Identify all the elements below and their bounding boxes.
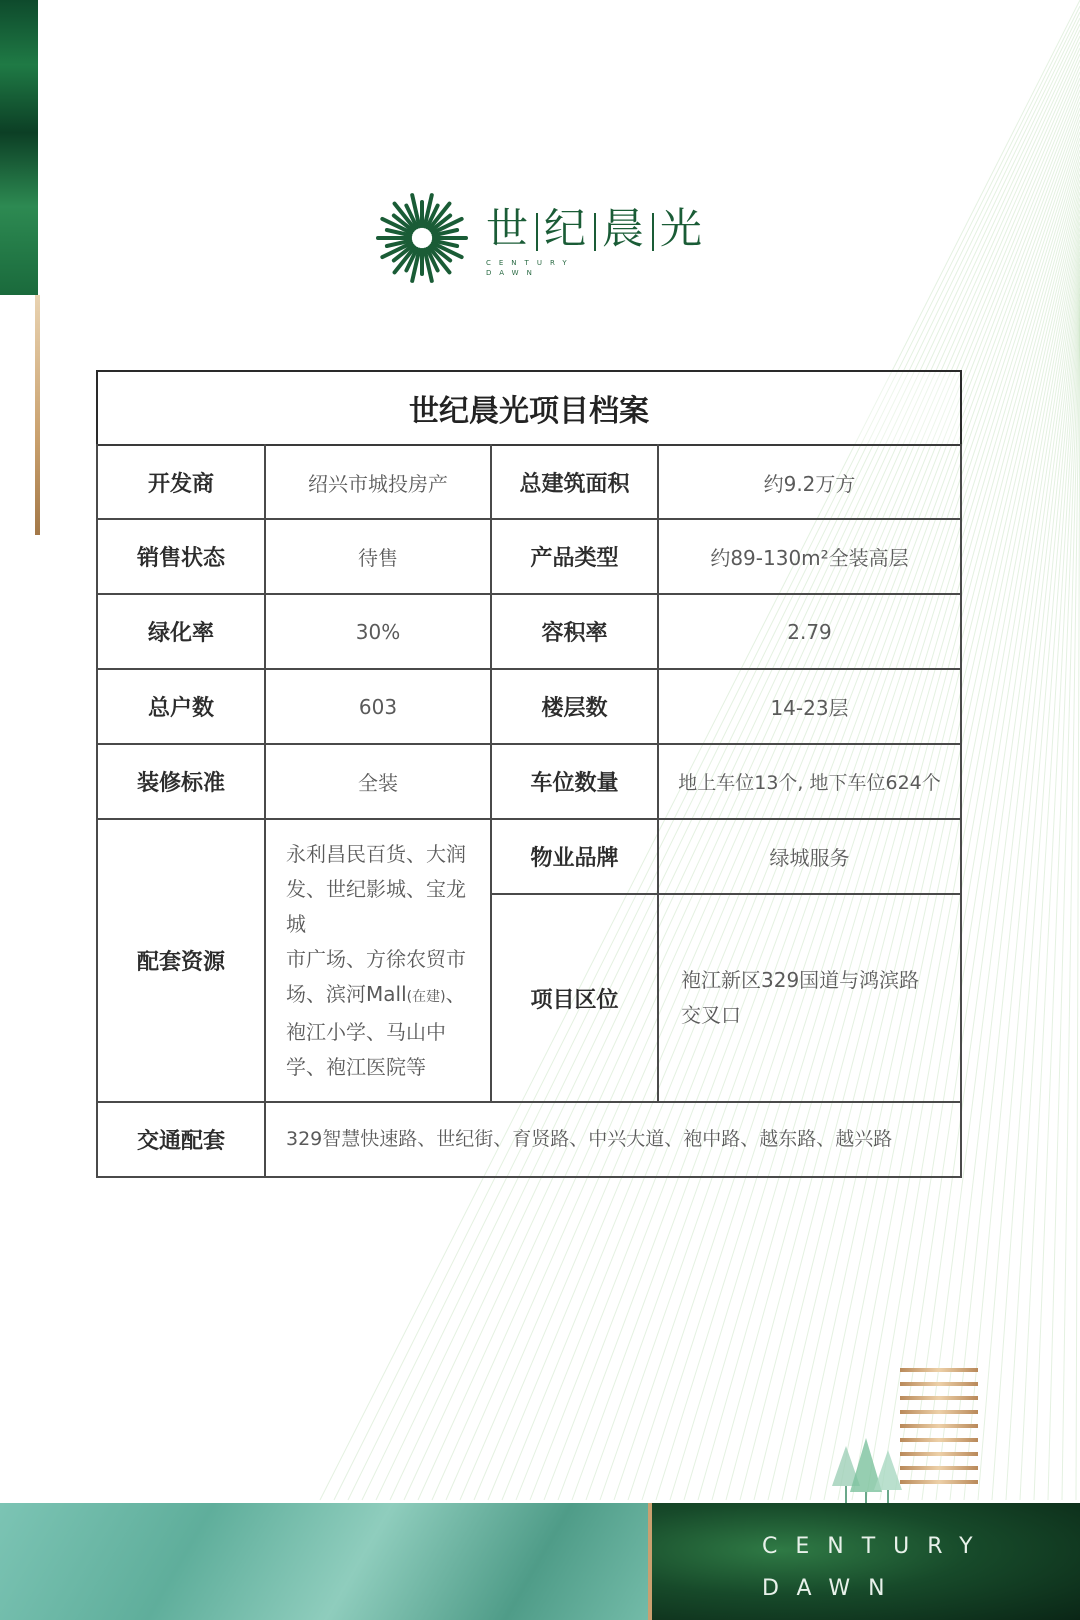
banner-line2: DAWN (762, 1576, 903, 1601)
label-decoration: 装修标准 (136, 771, 225, 796)
value-product-type: 约89-130m²全装高层 (710, 546, 909, 570)
location-line: 袍江新区329国道与鸿滨路 (681, 968, 920, 992)
facilities-line (286, 977, 476, 1015)
facilities-line: 发、世纪影城、宝龙城 (286, 876, 466, 936)
facilities-line: 袍江小学、马山中 (286, 1019, 446, 1044)
label-total-area: 总建筑面积 (519, 471, 630, 497)
label-traffic: 交通配套 (136, 1129, 225, 1154)
value-location (659, 895, 960, 1101)
banner-text (762, 1526, 1062, 1610)
sunburst-icon (376, 192, 468, 284)
teal-brush-banner (0, 1503, 648, 1620)
label-green-ratio: 绿化率 (147, 621, 214, 646)
brand-char-4: 光 (660, 204, 705, 253)
brand-name-en (486, 258, 606, 278)
trees-icon (826, 1436, 916, 1506)
value-developer: 绍兴市城投房产 (308, 471, 448, 496)
brand-char-3: 晨 (602, 204, 647, 253)
value-total-area: 约9.2万方 (763, 471, 856, 496)
facilities-note-suffix: 、 (445, 981, 466, 1006)
value-sales-status: 待售 (358, 546, 398, 570)
label-facilities: 配套资源 (136, 950, 225, 975)
value-facilities (266, 820, 490, 1101)
value-decoration: 全装 (358, 771, 398, 795)
sheet-title: 世纪晨光项目档案 (96, 370, 962, 446)
brand-en-line2: DAWN (486, 269, 540, 277)
green-marble-stripe (0, 0, 38, 295)
value-parking: 地上车位13个, 地下车位624个 (678, 772, 941, 794)
label-location: 项目区位 (530, 987, 619, 1013)
facilities-line-text: 场、滨河Mall (286, 981, 407, 1006)
brand-name-cn (486, 204, 704, 254)
label-property-brand: 物业品牌 (530, 846, 619, 871)
value-floors: 14-23层 (770, 696, 849, 720)
value-property-brand: 绿城服务 (769, 846, 850, 870)
facilities-line: 永利昌民百货、大润 (286, 841, 466, 866)
value-green-ratio: 30% (355, 619, 401, 644)
label-parking: 车位数量 (530, 771, 619, 796)
value-traffic: 329智慧快速路、世纪街、育贤路、中兴大道、袍中路、越东路、越兴路 (286, 1128, 893, 1150)
banner-line1: CENTURY (762, 1534, 991, 1559)
brand-en-line1: CENTURY (486, 259, 575, 267)
label-households: 总户数 (147, 696, 214, 721)
brand-char-1: 世 (486, 204, 531, 253)
label-floors: 楼层数 (541, 696, 608, 721)
label-product-type: 产品类型 (530, 546, 619, 571)
brand-logo (376, 192, 716, 292)
location-line: 交叉口 (681, 1003, 741, 1027)
project-fact-sheet (96, 370, 962, 1178)
label-sales-status: 销售状态 (136, 546, 225, 571)
facilities-line: 市广场、方徐农贸市 (286, 946, 466, 971)
facilities-note: (在建) (406, 988, 446, 1005)
value-households: 603 (358, 694, 398, 719)
facilities-line: 学、袍江医院等 (286, 1054, 426, 1079)
brand-char-2: 纪 (544, 204, 589, 253)
value-plot-ratio: 2.79 (787, 619, 832, 644)
gold-stripe (35, 295, 40, 535)
label-plot-ratio: 容积率 (541, 621, 608, 646)
label-developer: 开发商 (147, 471, 214, 497)
